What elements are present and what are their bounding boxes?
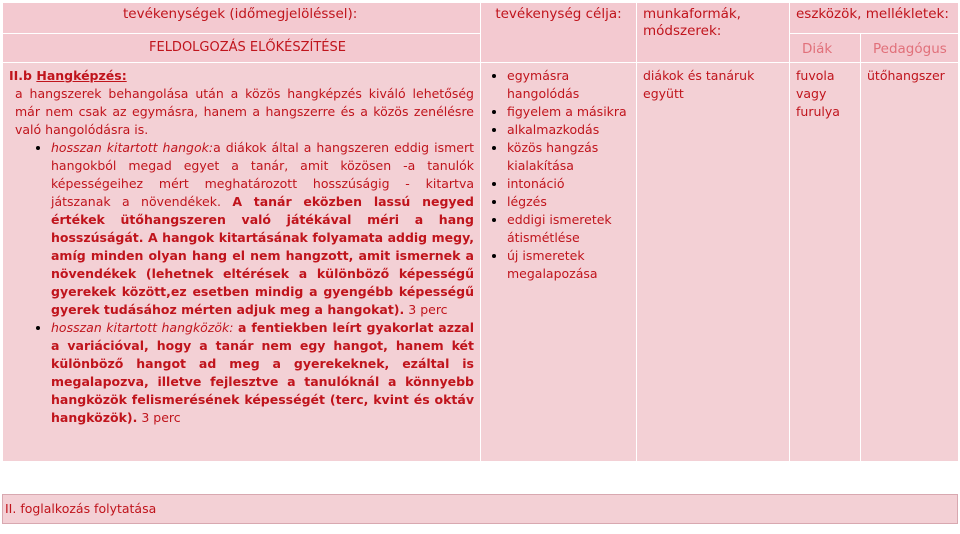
activities-header: tevékenységek (időmegjelöléssel): bbox=[123, 6, 358, 22]
tools-header-cell bbox=[790, 3, 959, 34]
item1-time: 3 perc bbox=[408, 302, 448, 317]
goal-item: • egymásra bbox=[507, 67, 636, 85]
student-tools bbox=[790, 63, 860, 121]
item1-lead: hosszan kitartott hangok: bbox=[51, 140, 214, 155]
teacher-tools: ütőhangszer bbox=[867, 68, 945, 83]
activity-cell bbox=[3, 63, 481, 462]
activity-intro-text: a hangszerek behangolása után a közös hangképzés kiváló lehetőség már nem csak az egymásra, hanem a hangszerre és a közös zenélésre való hangolódásra is. bbox=[15, 86, 474, 137]
goal-item: • eddigi ismeretek bbox=[507, 211, 636, 229]
goal-item: • alkalmazkodás bbox=[507, 121, 636, 139]
section-title bbox=[9, 67, 474, 85]
goals-cell bbox=[481, 63, 637, 462]
teacher-tools-cell bbox=[861, 63, 959, 462]
goal-item: • új ismeretek bbox=[507, 247, 636, 265]
item2-time: 3 perc bbox=[141, 410, 181, 425]
activity-intro bbox=[9, 85, 474, 139]
section-prefix: II.b bbox=[9, 68, 32, 83]
item1-bold: A tanár eközben lassú negyed értékek ütőhangszeren való játékával méri a hang hosszúságát. A hangok kitartásának folyamata addig megy, amíg minden olyan hang el nem hangzott, amit ismernek a növendékek (lehetnek eltérések a különböző képességű gyerekek között,ez esetben mindig a gyengébb képességű gyerek tudásához mérten adjuk meg a hangokat). bbox=[51, 194, 474, 317]
item2-lead: hosszan kitartott hangközök: bbox=[51, 320, 234, 335]
footer-label: II. foglalkozás folytatása bbox=[5, 501, 157, 516]
goal-item: • intonáció bbox=[507, 175, 636, 193]
goal-item: megalapozása bbox=[507, 266, 598, 281]
student-tool-3: furulya bbox=[796, 104, 840, 119]
goal-header: tevékenység célja: bbox=[495, 6, 622, 22]
activity-item-1 bbox=[51, 139, 474, 319]
goals-list-wrapper bbox=[481, 63, 636, 283]
goal-item: kialakítása bbox=[507, 158, 574, 173]
student-tool-1: fuvola bbox=[796, 68, 835, 83]
prep-header-cell bbox=[3, 34, 481, 63]
activity-list bbox=[9, 139, 474, 427]
student-header-cell bbox=[790, 34, 861, 63]
methods-cell bbox=[637, 63, 790, 462]
methods-line-1: diákok és tanáruk bbox=[643, 68, 755, 83]
prep-header: FELDOLGOZÁS ELŐKÉSZÍTÉSE bbox=[149, 40, 346, 55]
goal-item: • figyelem a másikra bbox=[507, 103, 636, 121]
section-title-text: Hangképzés: bbox=[36, 68, 127, 83]
footer-section bbox=[2, 494, 958, 524]
teacher-header-cell bbox=[861, 34, 959, 63]
goal-item: hangolódás bbox=[507, 86, 580, 101]
tools-header: eszközök, mellékletek: bbox=[796, 6, 949, 22]
methods-header-cell bbox=[637, 3, 790, 63]
goals-list bbox=[481, 67, 636, 283]
activity-description bbox=[3, 63, 480, 427]
activities-header-cell bbox=[3, 3, 481, 34]
item2-text: a fentiekben leírt gyakorlat azzal a variációval, hogy a tanár nem egy hangot, hanem két különböző hangot ad meg a gyerekeknek, ezáltal is megalapozva, illetve fejlesztve a tanulóknál a könnyebb hangközök felismerésének képességét (terc, kvint és oktáv hangközök). bbox=[51, 320, 475, 425]
goal-header-cell bbox=[481, 3, 637, 63]
methods-text bbox=[637, 63, 789, 103]
goal-item: • közös hangzás bbox=[507, 139, 636, 157]
student-tools-cell bbox=[790, 63, 861, 462]
student-tool-2: vagy bbox=[796, 86, 827, 101]
item1-text: a diákok által a hangszeren eddig ismert hangokból megad egyet a tanár, amit közösen -a tanulók képességeihez mért meghatározott hosszúságig - kitartva játszanak a növendékek. bbox=[51, 140, 474, 209]
methods-header: munkaformák, módszerek: bbox=[643, 6, 741, 39]
teacher-header: Pedagógus bbox=[873, 41, 947, 57]
methods-line-2: együtt bbox=[643, 86, 684, 101]
lesson-plan-table bbox=[2, 2, 959, 462]
activity-item-2 bbox=[51, 319, 474, 427]
student-header: Diák bbox=[802, 41, 833, 57]
goal-item: • légzés bbox=[507, 193, 636, 211]
goal-item: átismétlése bbox=[507, 230, 580, 245]
